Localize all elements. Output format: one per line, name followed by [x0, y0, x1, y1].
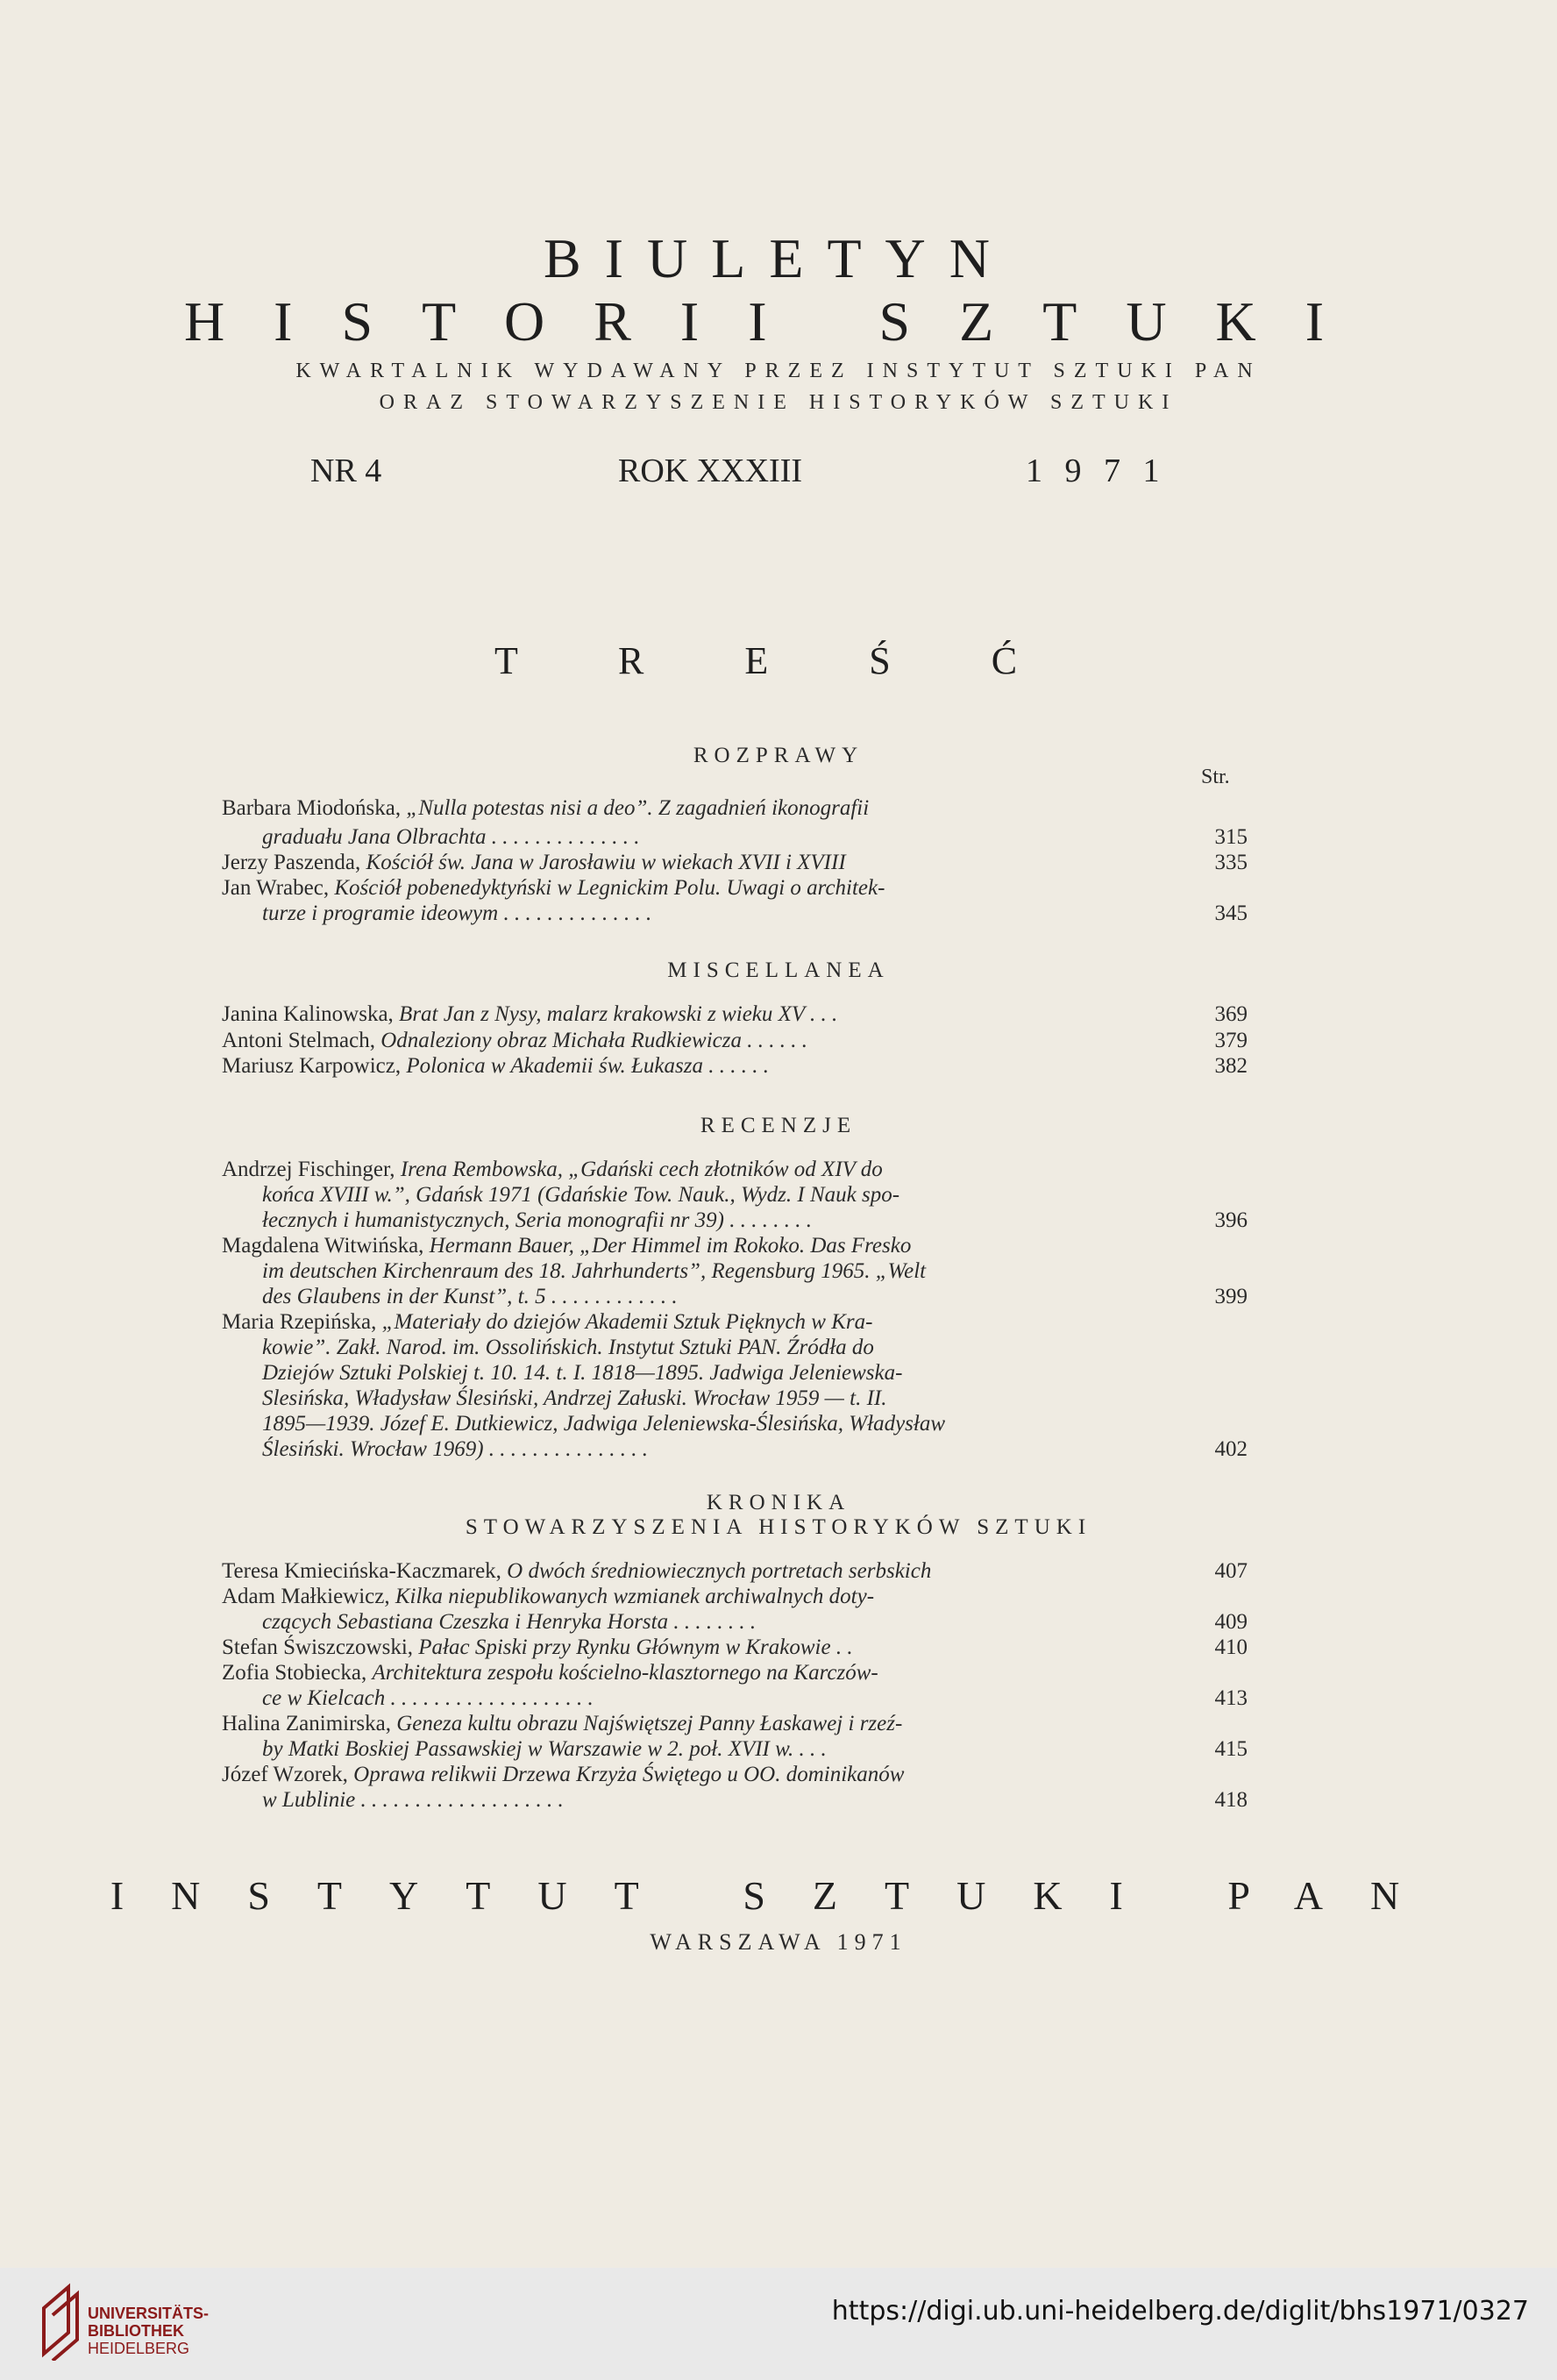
toc-entry [222, 1308, 1248, 1336]
toc-title: Dziejów Sztuki Polskiej t. 10. 14. t. I. 1818—1895. Jadwiga Jeleniewska- [262, 1361, 903, 1385]
toc-title: ce w Kielcach . . . . . . . . . . . . . . . . . . . [262, 1686, 594, 1710]
publisher-name: INSTYTUT SZTUKI PAN [110, 1873, 1447, 1918]
toc-entry [222, 1634, 1248, 1662]
toc-page: 418 [1214, 1788, 1248, 1812]
toc-entry-cont [222, 1685, 1248, 1713]
toc-entry [222, 1001, 1248, 1029]
toc-title: im deutschen Kirchenraum des 18. Jahrhunderts”, Regensburg 1965. „Welt [262, 1259, 927, 1283]
library-logo-icon [39, 2282, 93, 2361]
toc-page: 402 [1214, 1437, 1248, 1461]
toc-author: Józef Wzorek, [222, 1763, 354, 1786]
toc-entry-cont [222, 1359, 1248, 1387]
toc-author: Teresa Kmiecińska-Kaczmarek, [222, 1559, 508, 1583]
toc-entry-cont [222, 1786, 1248, 1814]
toc-author: Halina Zanimirska, [222, 1712, 397, 1735]
library-name [88, 2305, 209, 2357]
toc-page: 399 [1214, 1285, 1248, 1308]
journal-subtitle-line1: KWARTALNIK WYDAWANY PRZEZ INSTYTUT SZTUKI PAN [295, 360, 1262, 382]
toc-author: Antoni Stelmach, [222, 1029, 381, 1052]
toc-page: 413 [1214, 1686, 1248, 1710]
toc-entry-cont [222, 1207, 1248, 1235]
toc-title: Kościół św. Jana w Jarosławiu w wiekach XVII i XVIII [366, 851, 846, 874]
toc-page: 345 [1214, 901, 1248, 925]
toc-page: 409 [1214, 1610, 1248, 1634]
toc-entry-cont [222, 1735, 1248, 1764]
toc-title: O dwóch średniowiecznych portretach serbskich [507, 1559, 932, 1583]
toc-entry [222, 849, 1248, 877]
section-kronika-subtitle: STOWARZYSZENIA HISTORYKÓW SZTUKI [465, 1515, 1092, 1539]
issue-volume: ROK XXXIII [618, 452, 803, 489]
toc-entry-cont [222, 1410, 1248, 1438]
section-kronika: KRONIKA [706, 1491, 851, 1514]
toc-author: Jerzy Paszenda, [222, 851, 366, 874]
section-rozprawy: ROZPRAWY [693, 744, 864, 767]
toc-title: Ślesiński. Wrocław 1969) . . . . . . . . . . . . . . . [262, 1437, 649, 1461]
toc-entry [222, 1557, 1248, 1585]
library-name-line1: UNIVERSITÄTS- [88, 2305, 210, 2322]
toc-title: des Glaubens in der Kunst”, t. 5 . . . . . . . . . . . . [262, 1285, 678, 1308]
toc-title: Slesińska, Władysław Ślesiński, Andrzej Załuski. Wrocław 1959 — t. II. [262, 1386, 887, 1410]
journal-subtitle-line2: ORAZ STOWARZYSZENIE HISTORYKÓW SZTUKI [379, 391, 1178, 414]
toc-author: Maria Rzepińska, [222, 1310, 382, 1334]
toc-author: Barbara Miodońska, [222, 796, 407, 820]
toc-title: graduału Jana Olbrachta . . . . . . . . . . . . . . [262, 825, 640, 849]
toc-page: 382 [1214, 1054, 1248, 1078]
toc-title: łecznych i humanistycznych, Seria monografii nr 39) . . . . . . . . [262, 1208, 812, 1232]
issue-number: NR 4 [310, 452, 382, 489]
toc-entry [222, 795, 1248, 823]
toc-entry [222, 1710, 1248, 1738]
toc-author: Adam Małkiewicz, [222, 1585, 395, 1608]
permalink-url[interactable]: https://digi.ub.uni-heidelberg.de/diglit/bhs1971/0327 [831, 2296, 1529, 2327]
toc-page: 407 [1214, 1559, 1248, 1583]
library-name-line3: HEIDELBERG [88, 2340, 190, 2357]
toc-title: Architektura zespołu kościelno-klasztornego na Karczów- [372, 1661, 878, 1685]
toc-page: 379 [1214, 1029, 1248, 1052]
toc-title: końca XVIII w.”, Gdańsk 1971 (Gdańskie Tow. Nauk., Wydz. I Nauk spo- [262, 1183, 900, 1207]
toc-entry [222, 1156, 1248, 1184]
toc-entry-cont [222, 900, 1248, 928]
library-name-line2: BIBLIOTHEK [88, 2322, 184, 2340]
toc-entry-cont [222, 1283, 1248, 1311]
toc-title: w Lublinie . . . . . . . . . . . . . . . . . . . [262, 1788, 564, 1812]
toc-page: 415 [1214, 1737, 1248, 1761]
toc-author: Mariusz Karpowicz, [222, 1054, 407, 1078]
toc-title: by Matki Boskiej Passawskiej w Warszawie w 2. poł. XVII w. . . . [262, 1737, 827, 1761]
toc-title: Odnaleziony obraz Michała Rudkiewicza . . . . . . [380, 1029, 807, 1052]
toc-title: Pałac Spiski przy Rynku Głównym w Krakowie . . [418, 1635, 853, 1659]
toc-author: Stefan Świszczowski, [222, 1635, 419, 1659]
toc-author: Andrzej Fischinger, [222, 1158, 401, 1181]
toc-entry-cont [222, 1258, 1248, 1286]
toc-author: Janina Kalinowska, [222, 1002, 400, 1026]
toc-entry [222, 1583, 1248, 1611]
toc-entry [222, 1232, 1248, 1260]
toc-page: 369 [1214, 1002, 1248, 1026]
toc-entry-cont [222, 1181, 1248, 1209]
page-column-label: Str. [1201, 766, 1230, 788]
toc-title: Oprawa relikwii Drzewa Krzyża Świętego u OO. dominikanów [353, 1763, 905, 1786]
toc-entry [222, 1659, 1248, 1687]
toc-title: 1895—1939. Józef E. Dutkiewicz, Jadwiga Jeleniewska-Ślesińska, Władysław [262, 1412, 946, 1436]
toc-entry [222, 1027, 1248, 1055]
toc-title: „Materiały do dziejów Akademii Sztuk Pięknych w Kra- [381, 1310, 873, 1334]
toc-title: Brat Jan z Nysy, malarz krakowski z wieku XV . . . [399, 1002, 838, 1026]
toc-page: 410 [1214, 1635, 1248, 1659]
journal-title-line2: HISTORII SZTUKI [183, 290, 1374, 353]
toc-title: „Nulla potestas nisi a deo”. Z zagadnień ikonografii [406, 796, 870, 820]
toc-title: Geneza kultu obrazu Najświętszej Panny Łaskawej i rzeź- [396, 1712, 903, 1735]
toc-entry [222, 1761, 1248, 1789]
toc-entry-cont [222, 1334, 1248, 1362]
toc-title: Polonica w Akademii św. Łukasza . . . . . . [406, 1054, 769, 1078]
toc-author: Zofia Stobiecka, [222, 1661, 373, 1685]
toc-page: 315 [1214, 825, 1248, 849]
toc-entry [222, 1052, 1248, 1080]
toc-title: kowie”. Zakł. Narod. im. Ossolińskich. Instytut Sztuki PAN. Źródła do [262, 1336, 874, 1359]
journal-title-line1: BIULETYN [544, 227, 1013, 289]
toc-title: turze i programie ideowym . . . . . . . . . . . . . . [262, 901, 652, 925]
toc-entry [222, 874, 1248, 902]
toc-title: Irena Rembowska, „Gdański cech złotników od XIV do [400, 1158, 883, 1181]
toc-author: Magdalena Witwińska, [222, 1234, 430, 1258]
issue-year: 1 9 7 1 [1026, 452, 1167, 489]
toc-entry-cont [222, 1436, 1248, 1464]
toc-title: Kościół pobenedyktyński w Legnickim Polu. Uwagi o architek- [334, 876, 885, 900]
toc-title: Hermann Bauer, „Der Himmel im Rokoko. Das Fresko [429, 1234, 912, 1258]
contents-heading: T R E Ś Ć [494, 639, 1063, 682]
toc-page: 396 [1214, 1208, 1248, 1232]
toc-page: 335 [1214, 851, 1248, 874]
toc-entry-cont [222, 1385, 1248, 1413]
section-recenzje: RECENZJE [700, 1114, 857, 1137]
toc-entry-cont [222, 823, 1248, 852]
section-miscellanea: MISCELLANEA [667, 958, 890, 982]
toc-title: Kilka niepublikowanych wzmianek archiwalnych doty- [395, 1585, 875, 1608]
toc-author: Jan Wrabec, [222, 876, 335, 900]
toc-title: czących Sebastiana Czeszka i Henryka Horsta . . . . . . . . [262, 1610, 757, 1634]
toc-entry-cont [222, 1608, 1248, 1636]
publisher-place: WARSZAWA 1971 [650, 1929, 907, 1955]
